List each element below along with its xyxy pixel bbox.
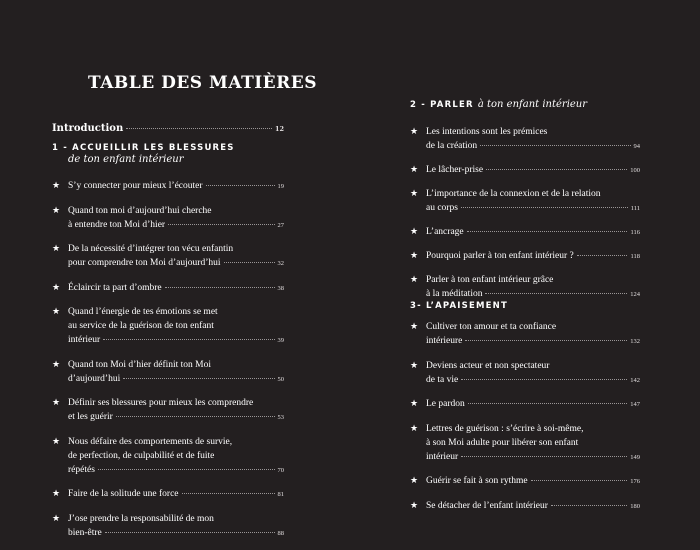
entry-line: intérieure: [426, 336, 463, 346]
page-number: 38: [277, 284, 284, 292]
entry-line: de la création: [426, 141, 478, 151]
entry-line: Guérir se fait à son rythme: [426, 476, 528, 486]
section-2-title: [410, 99, 587, 110]
toc-entry[interactable]: [410, 163, 640, 178]
star-icon: ★: [410, 251, 419, 261]
page-number: 124: [630, 291, 640, 298]
entry-line: Quand ton moi d’aujourd’hui cherche: [68, 205, 212, 216]
entry-line: de perfection, de culpabilité et de fuite: [68, 450, 215, 461]
page-number: 116: [630, 229, 640, 236]
dot-leader: [116, 416, 275, 417]
star-icon: ★: [52, 489, 61, 499]
dot-leader: [105, 532, 275, 533]
toc-entry[interactable]: [52, 358, 284, 387]
dot-leader: [103, 339, 274, 340]
star-icon: ★: [52, 244, 61, 254]
section-1-subtitle: de ton enfant intérieur: [68, 154, 184, 165]
page-number: 118: [630, 253, 640, 260]
toc-entry[interactable]: [410, 187, 640, 216]
page-number: 147: [630, 401, 640, 408]
star-icon: ★: [52, 205, 61, 216]
dot-leader: [486, 169, 627, 170]
dot-leader: [465, 340, 627, 341]
star-icon: ★: [410, 360, 419, 371]
dot-leader: [98, 469, 275, 470]
toc-entry[interactable]: [410, 249, 640, 264]
section-3-title: 3- L’APAISEMENT: [410, 301, 508, 311]
toc-entry[interactable]: [410, 359, 640, 388]
dot-leader: [224, 262, 275, 263]
star-icon: ★: [52, 307, 61, 317]
entry-last-line: [68, 281, 284, 296]
toc-entry[interactable]: [410, 499, 640, 514]
entry-line: Les intentions sont les prémices: [426, 127, 548, 137]
entry-line: bien-être: [68, 527, 102, 538]
page-number: 132: [630, 338, 640, 345]
star-icon: ★: [410, 227, 419, 237]
toc-title: TABLE DES MATIÈRES: [88, 73, 318, 93]
page-number: 149: [630, 453, 640, 461]
entry-last-line: [426, 373, 640, 388]
entry-line: répétés: [68, 464, 95, 475]
page-number: 111: [630, 205, 640, 212]
star-icon: ★: [52, 436, 61, 447]
dot-leader: [126, 128, 272, 129]
star-icon: ★: [52, 398, 61, 408]
star-icon: ★: [410, 399, 419, 409]
dot-leader: [461, 456, 627, 457]
dot-leader: [165, 287, 275, 288]
page-number: 53: [277, 414, 284, 421]
star-icon: ★: [410, 189, 419, 199]
entry-line: Définir ses blessures pour mieux les comprendre: [68, 398, 254, 408]
entry-line: Cultiver ton amour et ta confiance: [426, 322, 557, 332]
dot-leader: [468, 403, 627, 404]
entry-line: Se détacher de l’enfant intérieur: [426, 500, 548, 511]
dot-leader: [480, 145, 630, 146]
toc-entry[interactable]: [52, 204, 284, 233]
entry-line: pour comprendre ton Moi d’aujourd’hui: [68, 258, 221, 268]
toc-entry[interactable]: [410, 225, 640, 240]
dot-leader: [467, 231, 628, 232]
entry-line: Faire de la solitude une force: [68, 489, 179, 499]
section-2-italic: à ton enfant intérieur: [477, 99, 588, 110]
toc-entry[interactable]: [52, 305, 284, 348]
dot-leader: [461, 207, 628, 208]
star-icon: ★: [52, 282, 61, 293]
star-icon: ★: [410, 275, 419, 285]
page-number: 27: [277, 221, 284, 229]
entry-last-line: [68, 256, 284, 271]
entry-line: et les guérir: [68, 412, 113, 422]
entry-last-line: [426, 334, 640, 349]
page-number: 70: [277, 466, 284, 474]
star-icon: ★: [410, 476, 419, 486]
section-2-prefix: 2 - PARLER: [410, 100, 478, 110]
entry-last-line: [426, 397, 640, 412]
toc-entry[interactable]: [52, 487, 284, 502]
toc-entry[interactable]: [410, 422, 640, 465]
entry-last-line: [68, 463, 284, 478]
page-number: 32: [277, 260, 284, 267]
entry-line: Deviens acteur et non spectateur: [426, 360, 550, 371]
entry-last-line: [68, 372, 284, 387]
entry-last-line: [68, 218, 284, 233]
entry-last-line: [68, 333, 284, 348]
entry-line: Quand l’énergie de tes émotions se met: [68, 307, 218, 317]
toc-entry[interactable]: [52, 242, 284, 271]
page-number: 142: [630, 376, 640, 384]
toc-entry[interactable]: [52, 435, 284, 478]
star-icon: ★: [410, 322, 419, 332]
page-number: 39: [277, 337, 284, 344]
section-2-entries: [410, 125, 640, 302]
star-icon: ★: [52, 359, 61, 370]
star-icon: ★: [410, 127, 419, 137]
entry-last-line: [426, 499, 640, 514]
entry-line: S’y connecter pour mieux l’écouter: [68, 181, 203, 191]
toc-entry[interactable]: [410, 125, 640, 154]
section-1-title: 1 - ACCUEILLIR LES BLESSURES: [52, 143, 235, 153]
entry-last-line: [426, 450, 640, 465]
entry-line: au corps: [426, 203, 458, 213]
entry-line: L’importance de la connexion et de la relation: [426, 189, 601, 199]
entry-last-line: [426, 287, 640, 302]
entry-last-line: [68, 487, 284, 502]
star-icon: ★: [52, 181, 61, 191]
page-number: 100: [630, 167, 640, 174]
dot-leader: [551, 505, 627, 506]
entry-last-line: [426, 201, 640, 216]
star-icon: ★: [52, 513, 61, 524]
star-icon: ★: [410, 500, 419, 511]
toc-entry[interactable]: [52, 396, 284, 425]
section-1-entries: [52, 179, 284, 541]
toc-entry[interactable]: [410, 320, 640, 349]
page-number: 12: [274, 125, 284, 133]
entry-line: De la nécessité d’intégrer ton vécu enfantin: [68, 244, 234, 254]
star-icon: ★: [410, 165, 419, 175]
entry-line: intérieur: [68, 335, 101, 345]
section-2-heading: [410, 99, 587, 110]
section-1-heading: [52, 143, 235, 165]
dot-leader: [531, 480, 628, 481]
entry-line: à entendre ton Moi d’hier: [68, 219, 166, 230]
page-number: 176: [630, 478, 640, 485]
toc-entry[interactable]: [410, 397, 640, 412]
dot-leader: [485, 293, 627, 294]
toc-entry[interactable]: [52, 512, 284, 541]
dot-leader: [461, 379, 627, 380]
toc-entry[interactable]: [52, 281, 284, 296]
page-number: 19: [277, 183, 284, 190]
dot-leader: [577, 255, 628, 256]
entry-last-line: [426, 139, 640, 154]
toc-entry-introduction[interactable]: [52, 123, 284, 134]
star-icon: ★: [410, 423, 419, 434]
entry-last-line: [68, 410, 284, 425]
dot-leader: [182, 493, 275, 494]
page-number: 50: [277, 375, 284, 383]
entry-line: Pourquoi parler à ton enfant intérieur ?: [426, 251, 574, 261]
entry-line: Lettres de guérison : s’écrire à soi-même,: [426, 423, 584, 434]
entry-line: J’ose prendre la responsabilité de mon: [68, 513, 214, 524]
entry-line: Quand ton Moi d’hier définit ton Moi: [68, 359, 212, 370]
entry-last-line: [426, 249, 640, 264]
entry-line: Nous défaire des comportements de survie,: [68, 436, 233, 447]
entry-last-line: [426, 163, 640, 178]
entry-line: à son Moi adulte pour libérer son enfant: [426, 437, 579, 448]
entry-last-line: [68, 526, 284, 541]
introduction-label: Introduction: [52, 123, 124, 134]
toc-entry[interactable]: [410, 474, 640, 489]
entry-line: Le pardon: [426, 399, 465, 409]
section-3-heading: [410, 301, 508, 311]
toc-entry[interactable]: [52, 179, 284, 194]
entry-last-line: [68, 179, 284, 194]
dot-leader: [206, 185, 275, 186]
entry-line: L’ancrage: [426, 227, 464, 237]
page-number: 88: [277, 529, 284, 537]
entry-last-line: [426, 225, 640, 240]
dot-leader: [123, 378, 274, 379]
page-number: 81: [277, 491, 284, 498]
entry-line: Éclaircir ta part d’ombre: [68, 282, 162, 293]
entry-line: intérieur: [426, 451, 459, 462]
section-3-entries: [410, 320, 640, 514]
page-number: 94: [633, 143, 640, 150]
entry-line: de ta vie: [426, 374, 459, 385]
entry-line: Parler à ton enfant intérieur grâce: [426, 275, 554, 285]
dot-leader: [168, 224, 274, 225]
entry-line: à la méditation: [426, 289, 483, 299]
entry-line: au service de la guérison de ton enfant: [68, 321, 214, 331]
entry-line: Le lâcher-prise: [426, 165, 484, 175]
page-number: 180: [630, 502, 640, 510]
entry-line: d’aujourd’hui: [68, 373, 121, 384]
entry-last-line: [426, 474, 640, 489]
toc-entry[interactable]: [410, 273, 640, 302]
